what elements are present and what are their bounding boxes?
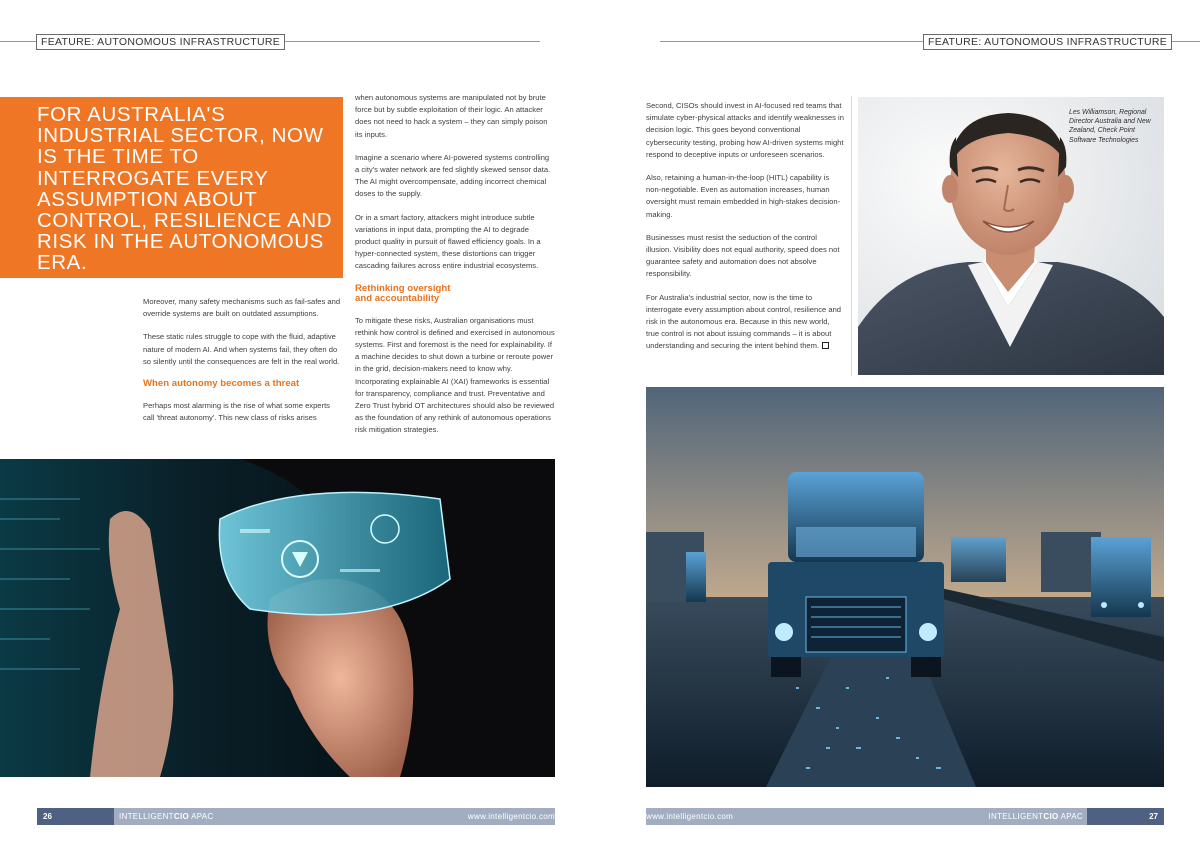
- column-divider: [851, 96, 852, 376]
- page-number-right: 27: [1149, 812, 1158, 821]
- footer-band-right: [646, 808, 1087, 825]
- body-paragraph: Perhaps most alarming is the rise of what some experts call 'threat autonomy'. This new class of risks arises: [143, 400, 330, 422]
- section-tag-right: FEATURE: AUTONOMOUS INFRASTRUCTURE: [923, 34, 1172, 50]
- body-paragraph: Businesses must resist the seduction of the control illusion. Visibility does not equal authority, speed does not guarantee safety and automation does not absolve responsibility.: [646, 232, 840, 279]
- body-paragraph: Also, retaining a human-in-the-loop (HITL) capability is non-negotiable. Even as automation increases, human oversight must remain embedded in high-stakes decision-making.: [646, 173, 841, 219]
- footer-brand-right: [989, 808, 1083, 825]
- brand-intelligent-text: INTELLIGENT: [119, 812, 174, 821]
- article-column-3: [646, 100, 844, 364]
- footer-url-right[interactable]: www.intelligentcio.com: [646, 812, 734, 821]
- brand-cio-text: CIO: [173, 812, 189, 821]
- page-number-left-box: [37, 808, 114, 825]
- body-paragraph: To mitigate these risks, Australian organisations must rethink how control is defined and exercised in autonomous systems. First and foremost is the need for explainability. If a machine decides to shut down a turbine or reroute power in the grid, decision-makers need to know why. Incorporating explainable AI (XAI) frameworks is essential for transparency, compliance and trust. Preventative and Zero Trust hybrid OT architectures should also be reviewed as the foundation of any rethink of autonomous operations risk mitigation strategies.: [355, 315, 555, 435]
- body-paragraph: These static rules struggle to cope with the fluid, adaptive nature of modern AI. And when systems fail, they often do so silently until the consequences are felt in the real world.: [143, 332, 340, 366]
- trucks-illustration: [646, 387, 1164, 787]
- footer-brand-left: [119, 808, 213, 825]
- body-paragraph: Moreover, many safety mechanisms such as fail-safes and override systems are built on outdated assumptions.: [143, 297, 341, 319]
- article-column-1: [143, 296, 343, 435]
- body-paragraph: Second, CISOs should invest in AI-focused red teams that simulate cyber-physical attacks and identify weaknesses in decision logic. This goes beyond conventional cybersecurity testing, probing how AI-driven systems might respond to deceptive inputs or unforeseen scenarios.: [646, 101, 844, 159]
- brand-cio-text: CIO: [1043, 812, 1059, 821]
- body-paragraph: when autonomous systems are manipulated not by brute force but by subtle exploitation of their logic. An attacker does not need to hack a system – they can simply poison its inputs.: [355, 93, 548, 139]
- footer-band-left: [114, 808, 555, 825]
- autonomous-trucks-photo: [646, 387, 1164, 787]
- article-column-2: [355, 92, 555, 448]
- brand-apac-text: APAC: [189, 812, 214, 821]
- body-paragraph: [646, 292, 844, 353]
- end-mark-icon: [822, 342, 829, 349]
- body-paragraph: Imagine a scenario where AI-powered systems controlling a city's water network are fed slightly skewed sensor data. The AI might overcompensate, adding incorrect chemical doses to the supply.: [355, 152, 551, 199]
- body-paragraph: Or in a smart factory, attackers might introduce subtle variations in input data, prompting the AI to degrade product quality in pursuit of flawed efficiency goals. In a hyper-connected system, these distortions can trigger cascading failures across entire industrial ecosystems.: [355, 212, 541, 271]
- closing-paragraph-text: For Australia's industrial sector, now is the time to interrogate every assumption about control, resilience and risk in the autonomous era. Because in this new world, true control is not about issuing commands – it is about understanding and securing the intent behind them.: [646, 292, 842, 351]
- section-heading-line: Rethinking oversight: [355, 282, 451, 294]
- footer-url-left[interactable]: www.intelligentcio.com: [467, 812, 555, 821]
- section-heading: [355, 284, 555, 305]
- vr-headset-photo: [0, 459, 555, 777]
- brand-apac-text: APAC: [1058, 812, 1083, 821]
- page-number-right-box: [1087, 808, 1164, 825]
- section-tag-left: FEATURE: AUTONOMOUS INFRASTRUCTURE: [36, 34, 285, 50]
- photo-caption: Les Williamson, Regional Director Australia and New Zealand, Check Point Software Technologies: [1069, 109, 1151, 144]
- brand-intelligent-text: INTELLIGENT: [988, 812, 1044, 821]
- section-heading-line: and accountability: [355, 293, 440, 305]
- vr-illustration: [0, 459, 555, 777]
- pullquote-text: FOR AUSTRALIA'S INDUSTRIAL SECTOR, NOW IS THE TIME TO INTERROGATE EVERY ASSUMPTION ABOUT CONTROL, RESILIENCE AND RISK IN THE AUTONOMOUS ERA.: [37, 103, 333, 275]
- section-heading: When autonomy becomes a threat: [143, 378, 300, 390]
- page-number-left: 26: [43, 812, 52, 821]
